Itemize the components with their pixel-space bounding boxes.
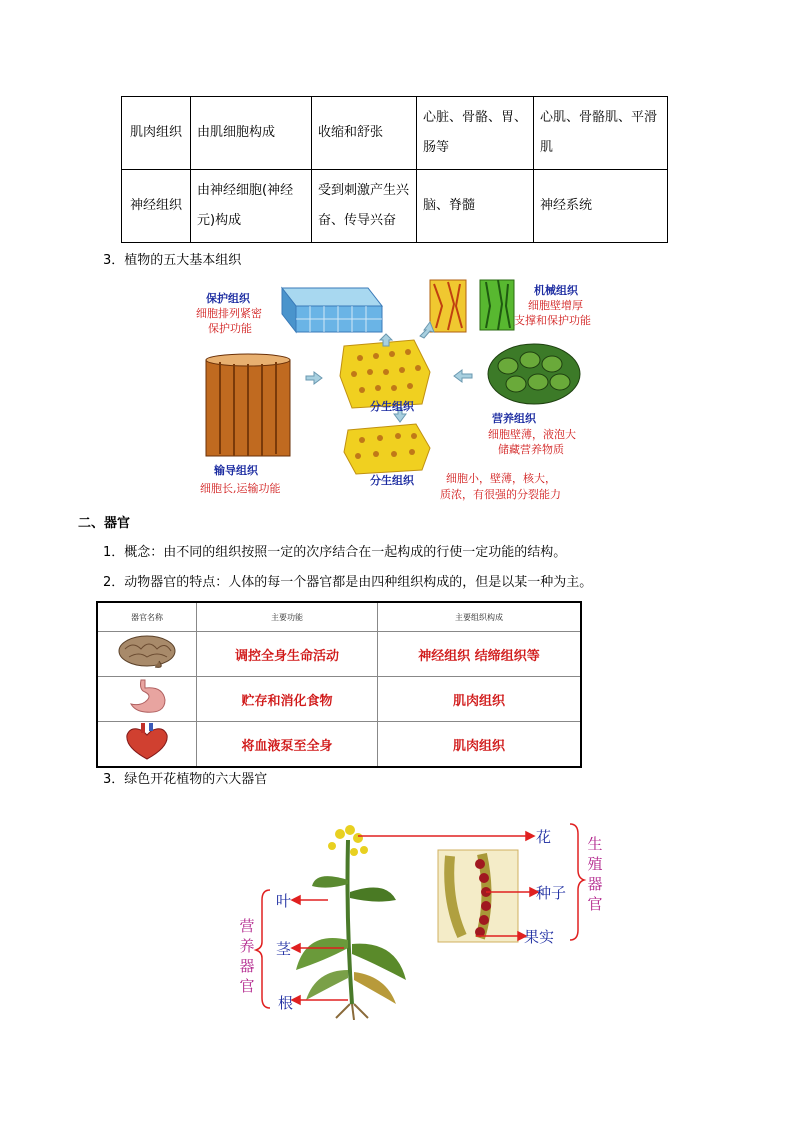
tissue-table — [121, 96, 668, 243]
meristem-label-bottom: 分生组织 — [370, 474, 414, 487]
table-header-row — [97, 602, 581, 632]
column-header: 主要功能 — [197, 602, 378, 632]
brain-icon — [115, 633, 179, 671]
leaf-label: 叶 — [276, 892, 292, 910]
label-char: 生 — [587, 835, 603, 853]
label-char: 殖 — [587, 855, 603, 873]
table-row — [97, 632, 581, 677]
section-title-plant-organs: 3．绿色开花植物的六大器官 — [103, 772, 268, 787]
organ-tissue: 肌肉组织 — [378, 722, 582, 768]
heart-icon — [115, 723, 179, 761]
reproductive-organ-label — [586, 834, 604, 914]
table-row — [122, 170, 668, 243]
meristem-desc2: 质浓，有很强的分裂能力 — [440, 488, 561, 501]
flower-label: 花 — [536, 828, 552, 846]
organ-concept-text: 1．概念：由不同的组织按照一定的次序结合在一起构成的行使一定功能的结构。 — [103, 545, 567, 560]
protective-tissue-desc2: 保护功能 — [208, 322, 252, 335]
organ-image-cell — [97, 632, 197, 677]
nutrient-tissue-desc1: 细胞壁薄，液泡大 — [488, 428, 576, 441]
tissue-function: 收缩和舒张 — [312, 97, 417, 170]
tissue-composition: 由肌细胞构成 — [191, 97, 312, 170]
root-label: 根 — [278, 994, 294, 1012]
fruit-seed-image — [438, 850, 518, 942]
tissue-examples: 脑、脊髓 — [417, 170, 534, 243]
label-char: 官 — [587, 895, 603, 913]
nutrient-tissue-name: 营养组织 — [492, 412, 536, 425]
mechanical-tissue-desc1: 细胞壁增厚 — [528, 299, 583, 312]
protective-tissue-image — [282, 288, 382, 332]
column-header: 器官名称 — [97, 602, 197, 632]
mechanical-tissue-image — [430, 280, 514, 332]
organ-image-cell — [97, 722, 197, 768]
tissue-category: 心肌、骨骼肌、平滑肌 — [534, 97, 668, 170]
organ-tissue: 神经组织 结缔组织等 — [378, 632, 582, 677]
tissue-name: 肌肉组织 — [122, 97, 191, 170]
mechanical-tissue-desc2: 支撑和保护功能 — [514, 314, 591, 327]
meristem-desc1: 细胞小，壁薄，核大， — [446, 472, 556, 485]
tissue-name: 神经组织 — [122, 170, 191, 243]
stem-label: 茎 — [276, 940, 292, 958]
column-header: 主要组织构成 — [378, 602, 582, 632]
label-char: 器 — [587, 875, 603, 893]
organ-image-cell — [97, 677, 197, 722]
organ-function: 将血液泵至全身 — [197, 722, 378, 768]
protective-tissue-desc1: 细胞排列紧密 — [196, 307, 262, 320]
plant-organ-figure — [236, 820, 616, 1020]
meristem-label-top: 分生组织 — [370, 400, 414, 413]
tissue-function: 受到刺激产生兴奋、传导兴奋 — [312, 170, 417, 243]
label-char: 营 — [239, 917, 255, 935]
table-row — [97, 722, 581, 768]
conductive-tissue-desc: 细胞长,运输功能 — [200, 482, 281, 495]
plant-tissue-diagram — [190, 276, 610, 504]
section-title-organ: 二、器官 — [78, 516, 131, 531]
table-row — [97, 677, 581, 722]
tissue-category: 神经系统 — [534, 170, 668, 243]
stomach-icon — [115, 678, 179, 716]
plant-image — [296, 825, 406, 1020]
nutrient-tissue-desc2: 储藏营养物质 — [498, 443, 564, 456]
tissue-examples: 心脏、骨骼、胃、肠等 — [417, 97, 534, 170]
conductive-tissue-image — [206, 354, 290, 456]
plant-organs-diagram — [236, 820, 616, 1020]
fruit-label: 果实 — [524, 928, 555, 946]
conductive-tissue-name: 输导组织 — [214, 464, 258, 477]
label-char: 养 — [239, 937, 255, 955]
meristem-tissue-image-2 — [344, 424, 430, 474]
mechanical-tissue-name: 机械组织 — [534, 284, 578, 297]
nutrient-tissue-image — [488, 344, 580, 404]
organ-table — [96, 601, 582, 768]
organ-tissue: 肌肉组织 — [378, 677, 582, 722]
label-char: 器 — [239, 957, 255, 975]
vegetative-organ-label — [238, 916, 256, 996]
organ-function: 贮存和消化食物 — [197, 677, 378, 722]
animal-organ-text: 2．动物器官的特点：人体的每一个器官都是由四种组织构成的，但是以某一种为主。 — [103, 575, 593, 590]
tissue-composition: 由神经细胞(神经元)构成 — [191, 170, 312, 243]
label-char: 官 — [239, 977, 255, 995]
organ-function: 调控全身生命活动 — [197, 632, 378, 677]
table-row — [122, 97, 668, 170]
section-title-plant-tissues: 3．植物的五大基本组织 — [103, 253, 242, 268]
protective-tissue-name: 保护组织 — [206, 292, 250, 305]
seed-label: 种子 — [536, 884, 567, 902]
